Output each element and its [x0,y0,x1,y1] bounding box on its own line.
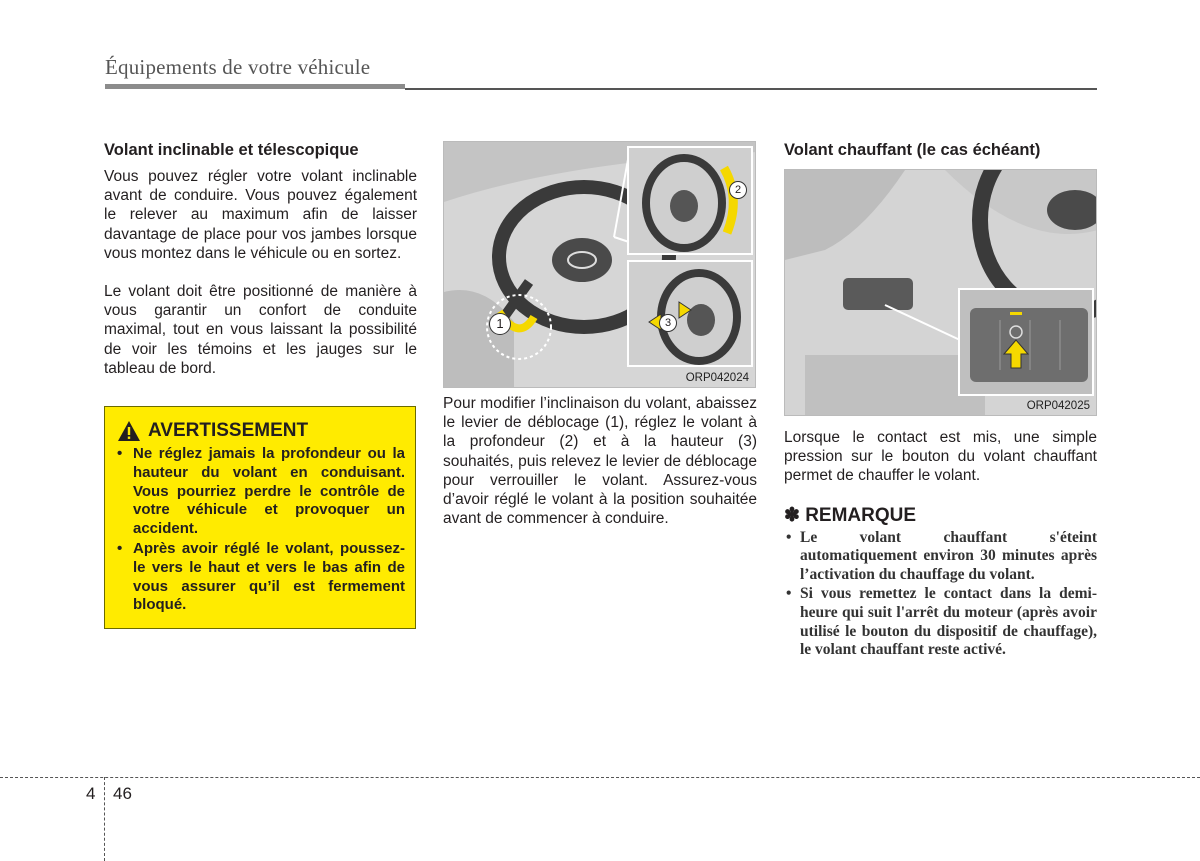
heated-wheel-paragraph: Lorsque le contact est mis, une simple pression sur le bouton du volant chauffant permet de chauffer le volant. [784,429,1097,485]
warning-list [117,445,405,615]
tilt-procedure-paragraph: Pour modifier l’inclinaison du volant, abaissez le levier de déblocage (1), réglez le volant à la profondeur (2) et à la hauteur (3) souhaités, puis relevez le levier de déblocage pour verrouiller le volant. Assurez-vous d’avoir réglé le volant à la position souhaitée avant de commencer à conduire. [443,395,757,528]
note-title: ✽ REMARQUE [784,504,917,526]
right-column-text [784,428,1097,660]
inset-height-adjust [627,146,753,255]
figure-steering-adjust [443,141,756,388]
section-heading-tilt-telescopic: Volant inclinable et télescopique [104,141,359,159]
chapter-number: 4 [86,784,96,803]
warning-title [117,420,405,442]
warning-item: • Après avoir réglé le volant, poussez-le vers le haut et vers le bas afin de vous assurer qu’il est fermement bloqué. [117,540,405,615]
note-list [784,529,1097,661]
warning-title-text: AVERTISSEMENT [148,420,309,441]
header-title: Équipements de votre véhicule [105,55,371,79]
heated-button-closeup [960,290,1092,394]
section-heading-heated-wheel: Volant chauffant (le cas échéant) [784,141,1041,159]
inset-wheel-depth [629,148,751,253]
callout-1: 1 [489,313,511,335]
note-item: • Si vous remettez le contact dans la demi-heure qui suit l'arrêt du moteur (après avoir utilisé le bouton du dispositif de chauffage), le volant chauffant reste activé. [784,585,1097,660]
right-column-heading [784,140,1104,167]
footer-rule [0,777,1200,778]
middle-column-text [443,394,757,528]
warning-triangle-icon [117,420,141,442]
header-rule-accent [105,84,405,89]
header-rule [405,88,1097,90]
footer-divider [104,777,105,861]
note-item: • Le volant chauffant s'éteint automatiquement environ 30 minutes après l’activation du chauffage du volant. [784,529,1097,585]
left-column [104,140,417,378]
inset-wheel-tilt [629,262,751,365]
tilt-position-paragraph: Le volant doit être positionné de manière à vous garantir un confort de conduite maximal, tout en vous laissant la possibilité de voir les témoins et les jauges sur le tableau de bord. [104,283,417,377]
figure-caption-right: ORP042025 [1026,400,1090,412]
warning-box [104,406,416,629]
figure-heated-wheel [784,169,1097,416]
figure-caption-left: ORP042024 [685,372,749,384]
inset-tilt-adjust [627,260,753,367]
callout-2: 2 [729,181,747,199]
page-number: 46 [113,784,132,803]
callout-3: 3 [659,314,677,332]
tilt-intro-paragraph: Vous pouvez régler votre volant inclinable avant de conduire. Vous pouvez également le relever au maximum afin de laisser davantage de place pour vos jambes lorsque vous montez dans le véhicule ou en sortez. [104,168,417,262]
inset-heated-button [958,288,1094,396]
warning-item: • Ne réglez jamais la profondeur ou la hauteur du volant en conduisant. Vous pourriez perdre le contrôle de votre véhicule et provoquer un accident. [117,445,405,539]
